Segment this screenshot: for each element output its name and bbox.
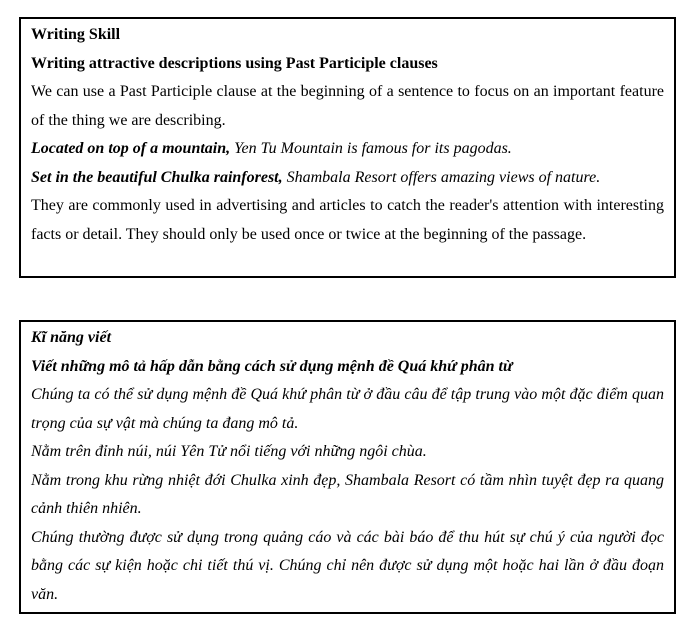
english-box-title: Writing Skill [31, 26, 121, 43]
english-example-2-lead: Set in the beautiful Chulka rainforest, [31, 168, 283, 186]
english-example-1-rest: Yen Tu Mountain is famous for its pagodas. [230, 140, 512, 157]
vietnamese-box-title: Kĩ năng viết [31, 329, 112, 346]
vietnamese-usage-note-paragraph: Chúng thường được sử dụng trong quảng cáo và các bài báo để thu hút sự chú ý của người đọc bằng các sự kiện hoặc chi tiết thú vị. Chúng chỉ nên được sử dụng một hoặc hai lần ở đầu đoạn văn. [31, 528, 664, 603]
vietnamese-intro-paragraph: Chúng ta có thể sử dụng mệnh đề Quá khứ phân từ ở đầu câu để tập trung vào một đặc điểm quan trọng của sự vật mà chúng ta đang mô tả. [31, 386, 664, 432]
english-writing-skill-box [19, 17, 676, 278]
vietnamese-example-2: Nằm trong khu rừng nhiệt đới Chulka xinh đẹp, Shambala Resort có tầm nhìn tuyệt đẹp ra quang cảnh thiên nhiên. [31, 471, 664, 517]
english-example-2-rest: Shambala Resort offers amazing views of nature. [282, 168, 601, 186]
english-example-1-lead: Located on top of a mountain, [31, 140, 231, 157]
vietnamese-example-1: Nằm trên đỉnh núi, núi Yên Tử nổi tiếng với những ngôi chùa. [31, 443, 427, 460]
english-intro-paragraph: We can use a Past Participle clause at the beginning of a sentence to focus on an important feature of the thing we are describing. [31, 83, 664, 129]
vietnamese-translation-box [19, 320, 676, 614]
english-example-2 [31, 164, 664, 193]
english-example-1 [31, 135, 664, 164]
vietnamese-box-subtitle: Viết những mô tả hấp dẫn bằng cách sử dụng mệnh đề Quá khứ phân từ [31, 357, 513, 375]
english-box-subtitle: Writing attractive descriptions using Past Participle clauses [31, 54, 438, 72]
english-usage-note-paragraph: They are commonly used in advertising and articles to catch the reader's attention with interesting facts or detail. They should only be used once or twice at the beginning of the passage. [31, 197, 664, 243]
